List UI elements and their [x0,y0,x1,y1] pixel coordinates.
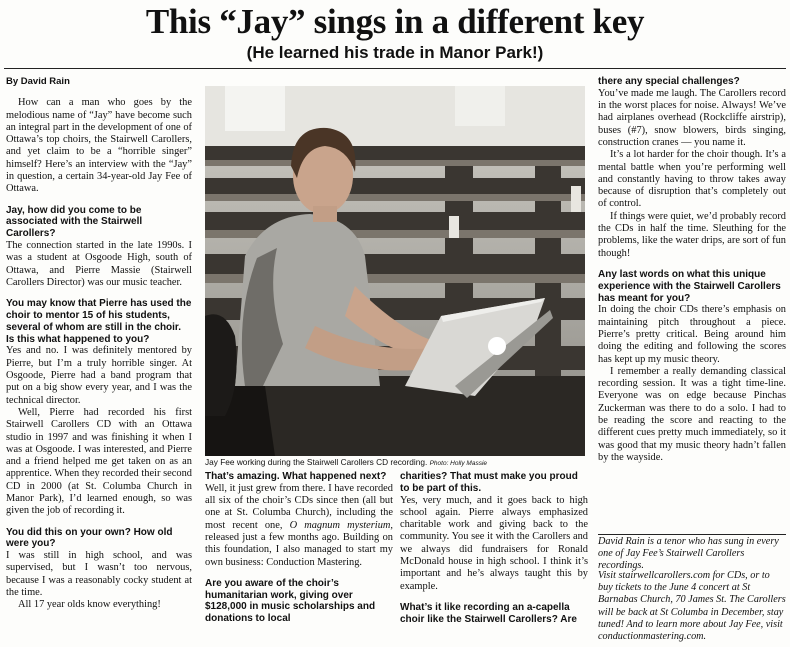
answer-6-paragraph-1: You’ve made me laugh. The Carollers record in the worst places for noise. Always! We’ve had airplanes overhead (Rockcliffe airstrip), buses (#7), snow blowers, birds singing, construction cranes — you name it. [598,87,786,148]
column-4 [598,76,786,464]
subheadline: (He learned his trade in Manor Park!) [246,43,544,62]
answer-7-paragraph-2: I remember a really demanding classical recording session. It was a tight time-line. Everyone was on edge because Pinchas Zuckerman was there to do a solo. I had to be reading the score and reacting to the different cues pretty much immediately, so it was good that my music theory hadn’t fallen by the wayside. [598,365,786,463]
answer-4-pre: Well, it just grew from there. I have recorded all six of the choir’s CDs since then (all but one at St. Columba Church), including the most recent one, [205,482,393,531]
author-note: David Rain is a tenor who has sung in every one of Jay Fee’s Stairwell Carollers recordings. [598,536,779,572]
photo-caption [205,457,590,469]
question-1: Jay, how did you come to be associated with the Stairwell Carollers? [6,204,143,240]
answer-6-paragraph-3: If things were quiet, we’d probably record the CDs in half the time. Sleuthing for the problems, like the water drips, are sort of fun though! [598,210,786,259]
question-2: You may know that Pierre has used the choir to mentor 15 of his students, several of whom are still in the choir. Is this what happened to you? [6,298,192,345]
answer-6-paragraph-2: It’s a lot harder for the choir though. It’s a mental battle when you’re performing well and constantly having to throw takes away because of disruption that’s completely out of control. [598,149,786,210]
column-3 [400,471,588,626]
question-4: That’s amazing. What happened next? [205,471,387,482]
top-rule [4,68,786,69]
column-2 [205,471,393,625]
question-6: What’s it like recording an a-capella choir like the Stairwell Carollers? Are [400,601,577,625]
headline: This “Jay” sings in a different key [145,2,645,41]
photo-credit: Photo: Holly Massie [429,460,488,467]
answer-5: Yes, very much, and it goes back to high school again. Pierre always emphasized charitable work and giving back to the community. You see it with the Carollers and we always did fundraisers for Ronald McDonald house in high school. I think it’s important and he’s always taught this by example. [400,494,588,592]
visit-note: Visit stairwellcarollers.com for CDs, or to buy tickets to the June 4 concert at St Barnabas Church, 70 James St. The Carollers will be back at St Columba in December, stay tuned! And to learn more about Jay Fee, visit conductionmastering.com. [598,570,786,643]
answer-7-paragraph-1: In doing the choir CDs there’s emphasis on maintaining pitch throughout a piece. Pierre’s pretty critical. Being around him doing the editing and following the scores has kept up my music theory. [598,304,786,365]
question-7: Any last words on what this unique experience with the Stairwell Carollers has meant for you? [598,268,781,304]
author-note-rule [598,534,786,535]
answer-4-post: , released just a few months ago. Building on this foundation, I also managed to start my own business: Conduction Mastering. [205,519,393,568]
answer-3-paragraph-2: All 17 year olds know everything! [18,599,161,611]
intro-paragraph: How can a man who goes by the melodious name of “Jay” have become such an integral part in the development of one of Ottawa’s top choirs, the Stairwell Carollers, and yet claim to be a “horrible singer” himself? Here’s an interview with the “Jay” in question, a certain 34-year-old Jay Fee of Ottawa. [6,97,192,195]
answer-4 [205,483,393,569]
answer-1: The connection started in the late 1990s. I was a student at Osgoode High, south of Ottawa, and Pierre Massie (Stairwell Carollers Director) was our music teacher. [6,240,192,288]
answer-2-paragraph-1: Yes and no. I was definitely mentored by Pierre, but I’m a truly horrible singer. At Osgoode, Pierre had a band program that put on a big show every year, and I was the technical director. [6,345,192,406]
question-5-continued: charities? That must make you proud to be part of this. [400,471,578,494]
answer-2-paragraph-2: Well, Pierre had recorded his first Stairwell Carollers CD with an Ottawa studio in 1997 and was finishing it when I was at Osgoode. I was interested, and Pierre and a friend helped me get taken on as an apprentice. When they recorded their second CD in 2000 (at St. Columba Church in Manor Park), I’d learned enough, so was given the job of recording it. [6,406,192,517]
question-3: You did this on your own? How old were you? [6,526,173,550]
photo-caption-text: Jay Fee working during the Stairwell Carollers CD recording. [205,457,428,467]
album-title: O magnum mysterium [289,519,391,531]
photo-illustration [205,86,585,456]
answer-3-paragraph-1: I was still in high school, and was supervised, but I wasn’t too nervous, because I was a reasonably cocky student at the time. [6,550,192,599]
byline: By David Rain [6,76,70,87]
column-1 [6,76,192,612]
question-6-continued: there any special challenges? [598,76,740,87]
question-5: Are you aware of the choir’s humanitarian work, giving over $128,000 in music scholarships and donations to local [205,577,376,625]
photo-jay-fee-recording [205,86,585,456]
